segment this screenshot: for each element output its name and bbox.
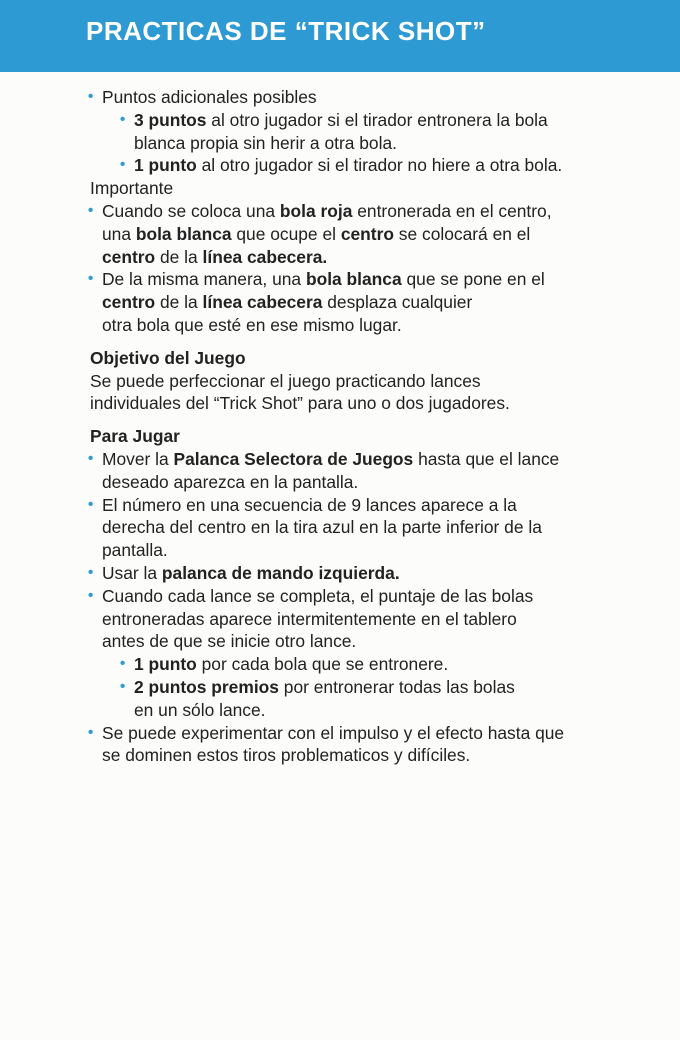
important-item-2-cont <box>88 291 628 314</box>
header-bar <box>0 0 680 72</box>
objective-heading: Objetivo del Juego <box>90 347 246 368</box>
bold-text: centro <box>102 246 156 267</box>
bold-text: 2 puntos premios <box>134 676 279 697</box>
play-subitem-2 <box>88 676 628 699</box>
play-item-2 <box>88 494 628 517</box>
text: por entronerar todas las bolas <box>278 676 515 697</box>
bold-text: Palanca Selectora de Juegos <box>173 448 414 469</box>
bonus-heading-item <box>88 86 628 109</box>
play-subitem-1 <box>88 653 628 676</box>
text: Cuando cada lance se completa, el puntaje de las bolas <box>102 585 534 606</box>
text: se dominen estos tiros problematicos y difíciles. <box>102 745 471 766</box>
play-item-4 <box>88 585 628 608</box>
text: entroneradas aparece intermitentemente en el tablero <box>102 608 517 629</box>
bold-text: bola blanca <box>305 269 402 290</box>
text: Cuando se coloca una <box>102 200 280 221</box>
bonus-item-2 <box>88 154 628 177</box>
text: por cada bola que se entronere. <box>196 654 449 675</box>
play-item-4-cont <box>88 608 628 631</box>
objective-line-2: individuales del “Trick Shot” para uno o dos jugadores. <box>90 393 510 414</box>
play-item-5-cont <box>88 744 628 767</box>
important-item-1 <box>88 200 628 223</box>
play-item-2-cont <box>88 516 628 539</box>
play-item-2-cont2 <box>88 539 628 562</box>
bonus1-text: al otro jugador si el tirador entronera la bola <box>206 109 548 130</box>
bullet-icon: • <box>88 723 94 741</box>
play-item-4-cont2 <box>88 630 628 653</box>
play-item-5 <box>88 722 628 745</box>
text: antes de que se inicie otro lance. <box>102 631 357 652</box>
text: El número en una secuencia de 9 lances aparece a la <box>102 494 517 515</box>
text: De la misma manera, una <box>102 269 306 290</box>
bullet-icon: • <box>120 110 126 128</box>
bonus2-text: al otro jugador si el tirador no hiere a otra bola. <box>196 155 563 176</box>
objective-line-1: Se puede perfeccionar el juego practicando lances <box>90 370 481 391</box>
page-title: PRACTICAS DE “TRICK SHOT” <box>86 16 486 46</box>
bonus1-bold: 3 puntos <box>134 109 207 130</box>
bold-text: centro <box>340 223 394 244</box>
text: hasta que el lance <box>413 448 560 469</box>
play-heading: Para Jugar <box>90 426 180 447</box>
bold-text: bola blanca <box>135 223 232 244</box>
bonus-item-1 <box>88 109 628 132</box>
bullet-icon: • <box>120 655 126 673</box>
text: de la <box>155 292 203 313</box>
text: Usar la <box>102 562 162 583</box>
bullet-icon: • <box>88 586 94 604</box>
bonus-heading: Puntos adicionales posibles <box>102 87 317 107</box>
bonus2-bold: 1 punto <box>134 155 197 176</box>
text: que ocupe el <box>231 223 341 244</box>
play-item-3 <box>88 562 628 585</box>
text: se colocará en el <box>393 223 531 244</box>
play-item-1 <box>88 448 628 471</box>
text: desplaza cualquier <box>322 292 473 313</box>
bullet-icon: • <box>88 270 94 288</box>
text: en un sólo lance. <box>134 699 266 720</box>
play-subitem-2-cont <box>88 699 628 722</box>
bullet-icon: • <box>88 88 94 105</box>
bold-text: línea cabecera. <box>202 246 328 267</box>
text: entronerada en el centro, <box>352 200 552 221</box>
bold-text: 1 punto <box>134 654 197 675</box>
bonus1-text-2: blanca propia sin herir a otra bola. <box>134 132 397 153</box>
bullet-icon: • <box>120 156 126 174</box>
important-item-2 <box>88 268 628 291</box>
important-item-1-cont <box>88 223 628 246</box>
text: Mover la <box>102 448 174 469</box>
important-item-2-cont2 <box>88 314 628 337</box>
text: derecha del centro en la tira azul en la parte inferior de la <box>102 517 542 538</box>
bullet-icon: • <box>88 495 94 513</box>
bullet-icon: • <box>120 677 126 695</box>
play-item-1-cont <box>88 471 628 494</box>
bold-text: centro <box>102 292 156 313</box>
text: pantalla. <box>102 540 168 561</box>
bonus-item-1-cont <box>88 132 628 155</box>
bullet-icon: • <box>88 449 94 467</box>
important-label: Importante <box>90 178 174 199</box>
text: una <box>102 223 136 244</box>
text: Se puede experimentar con el impulso y el efecto hasta que <box>102 722 565 743</box>
text: de la <box>155 246 203 267</box>
bullet-icon: • <box>88 201 94 219</box>
text: deseado aparezca en la pantalla. <box>102 471 359 492</box>
text: que se pone en el <box>401 269 545 290</box>
bold-text: bola roja <box>279 200 353 221</box>
bullet-icon: • <box>88 563 94 581</box>
text: otra bola que esté en ese mismo lugar. <box>102 314 402 335</box>
document-body <box>88 86 628 767</box>
bold-text: línea cabecera <box>202 292 323 313</box>
bold-text: palanca de mando izquierda. <box>161 562 400 583</box>
important-item-1-cont2 <box>88 246 628 269</box>
